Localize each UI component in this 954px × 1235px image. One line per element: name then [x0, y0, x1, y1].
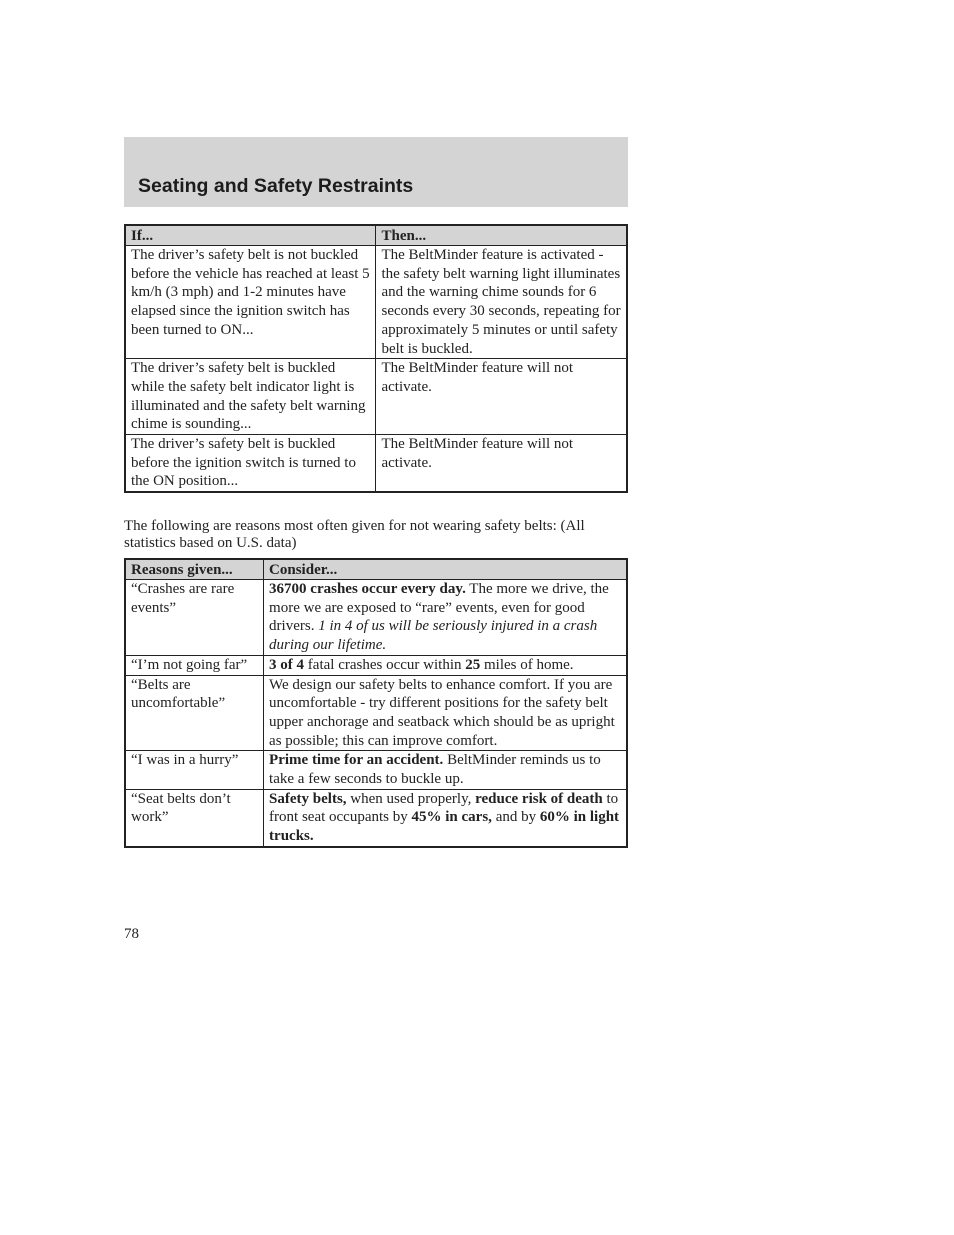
consider-text-segment: 36700 crashes occur every day.	[269, 581, 466, 597]
consider-text-segment: Prime time for an accident.	[269, 752, 444, 769]
consider-cell	[264, 675, 627, 751]
reason-cell: “I was in a hurry”	[125, 751, 264, 789]
table-row	[125, 359, 627, 435]
consider-text-segment: 3 of 4	[269, 656, 305, 673]
section-title: Seating and Safety Restraints	[138, 175, 414, 197]
then-cell: The BeltMinder feature will not activate.	[376, 435, 627, 493]
column-header-reasons: Reasons given...	[125, 559, 264, 580]
reason-cell: “I’m not going far”	[125, 655, 264, 675]
table-row	[125, 751, 627, 789]
page-number: 78	[124, 926, 139, 942]
consider-text-segment: when used properly,	[346, 790, 476, 807]
table-row	[125, 675, 627, 751]
column-header-if: If...	[125, 225, 376, 246]
beltminder-table	[124, 224, 628, 493]
reason-cell: “Belts are uncomfortable”	[125, 675, 264, 751]
column-header-consider: Consider...	[264, 559, 627, 580]
consider-text-segment: BeltMinder reminds us to take a few seconds to buckle up.	[269, 752, 601, 788]
then-cell: The BeltMinder feature will not activate.	[376, 359, 627, 435]
consider-cell	[264, 580, 627, 656]
if-cell: The driver’s safety belt is buckled before the ignition switch is turned to the ON position...	[125, 435, 376, 493]
consider-text-segment: reduce risk of death	[475, 790, 603, 807]
table-row	[125, 789, 627, 847]
column-header-then: Then...	[376, 225, 627, 246]
consider-text-segment: We design our safety belts to enhance comfort. If you are uncomfortable - try different positions for the safety belt upper anchorage and seatback which should be as upright as possible; this can improve comfort.	[269, 676, 615, 749]
intro-text: The following are reasons most often given for not wearing safety belts: (All statistics based on U.S. data)	[124, 518, 585, 551]
section-header	[124, 137, 628, 207]
consider-cell	[264, 655, 627, 675]
consider-text-segment: 25	[465, 656, 481, 673]
table-row	[125, 246, 627, 359]
table-row	[125, 655, 627, 675]
reason-cell: “Crashes are rare events”	[125, 580, 264, 656]
consider-text-segment: The more we drive, the more we are exposed to “rare” events, even for good drivers.	[269, 581, 609, 635]
table-row	[125, 580, 627, 656]
consider-text-segment: miles of home.	[480, 656, 574, 673]
reasons-table	[124, 558, 628, 848]
consider-text-segment: and by	[491, 809, 540, 826]
consider-text-segment: 45% in cars,	[411, 809, 492, 826]
consider-text-segment: 60% in light trucks.	[269, 809, 620, 845]
consider-text-segment: fatal crashes occur within	[304, 656, 466, 673]
consider-cell	[264, 751, 627, 789]
consider-text-segment: 1 in 4 of us will be seriously injured in a crash during our lifetime.	[269, 618, 598, 654]
table-row	[125, 435, 627, 493]
if-cell: The driver’s safety belt is not buckled before the vehicle has reached at least 5 km/h (3 mph) and 1-2 minutes have elapsed since the ignition switch has been turned to ON...	[125, 246, 376, 359]
table-header-row	[125, 225, 627, 246]
consider-text-segment: to front seat occupants by	[269, 790, 619, 826]
if-cell: The driver’s safety belt is buckled while the safety belt indicator light is illuminated and the safety belt warning chime is sounding...	[125, 359, 376, 435]
consider-text-segment: Safety belts,	[269, 790, 347, 807]
consider-cell	[264, 789, 627, 847]
reason-cell: “Seat belts don’t work”	[125, 789, 264, 847]
then-cell: The BeltMinder feature is activated - the safety belt warning light illuminates and the warning chime sounds for 6 seconds every 30 seconds, repeating for approximately 5 minutes or until safety belt is buckled.	[376, 246, 627, 359]
table-header-row	[125, 559, 627, 580]
